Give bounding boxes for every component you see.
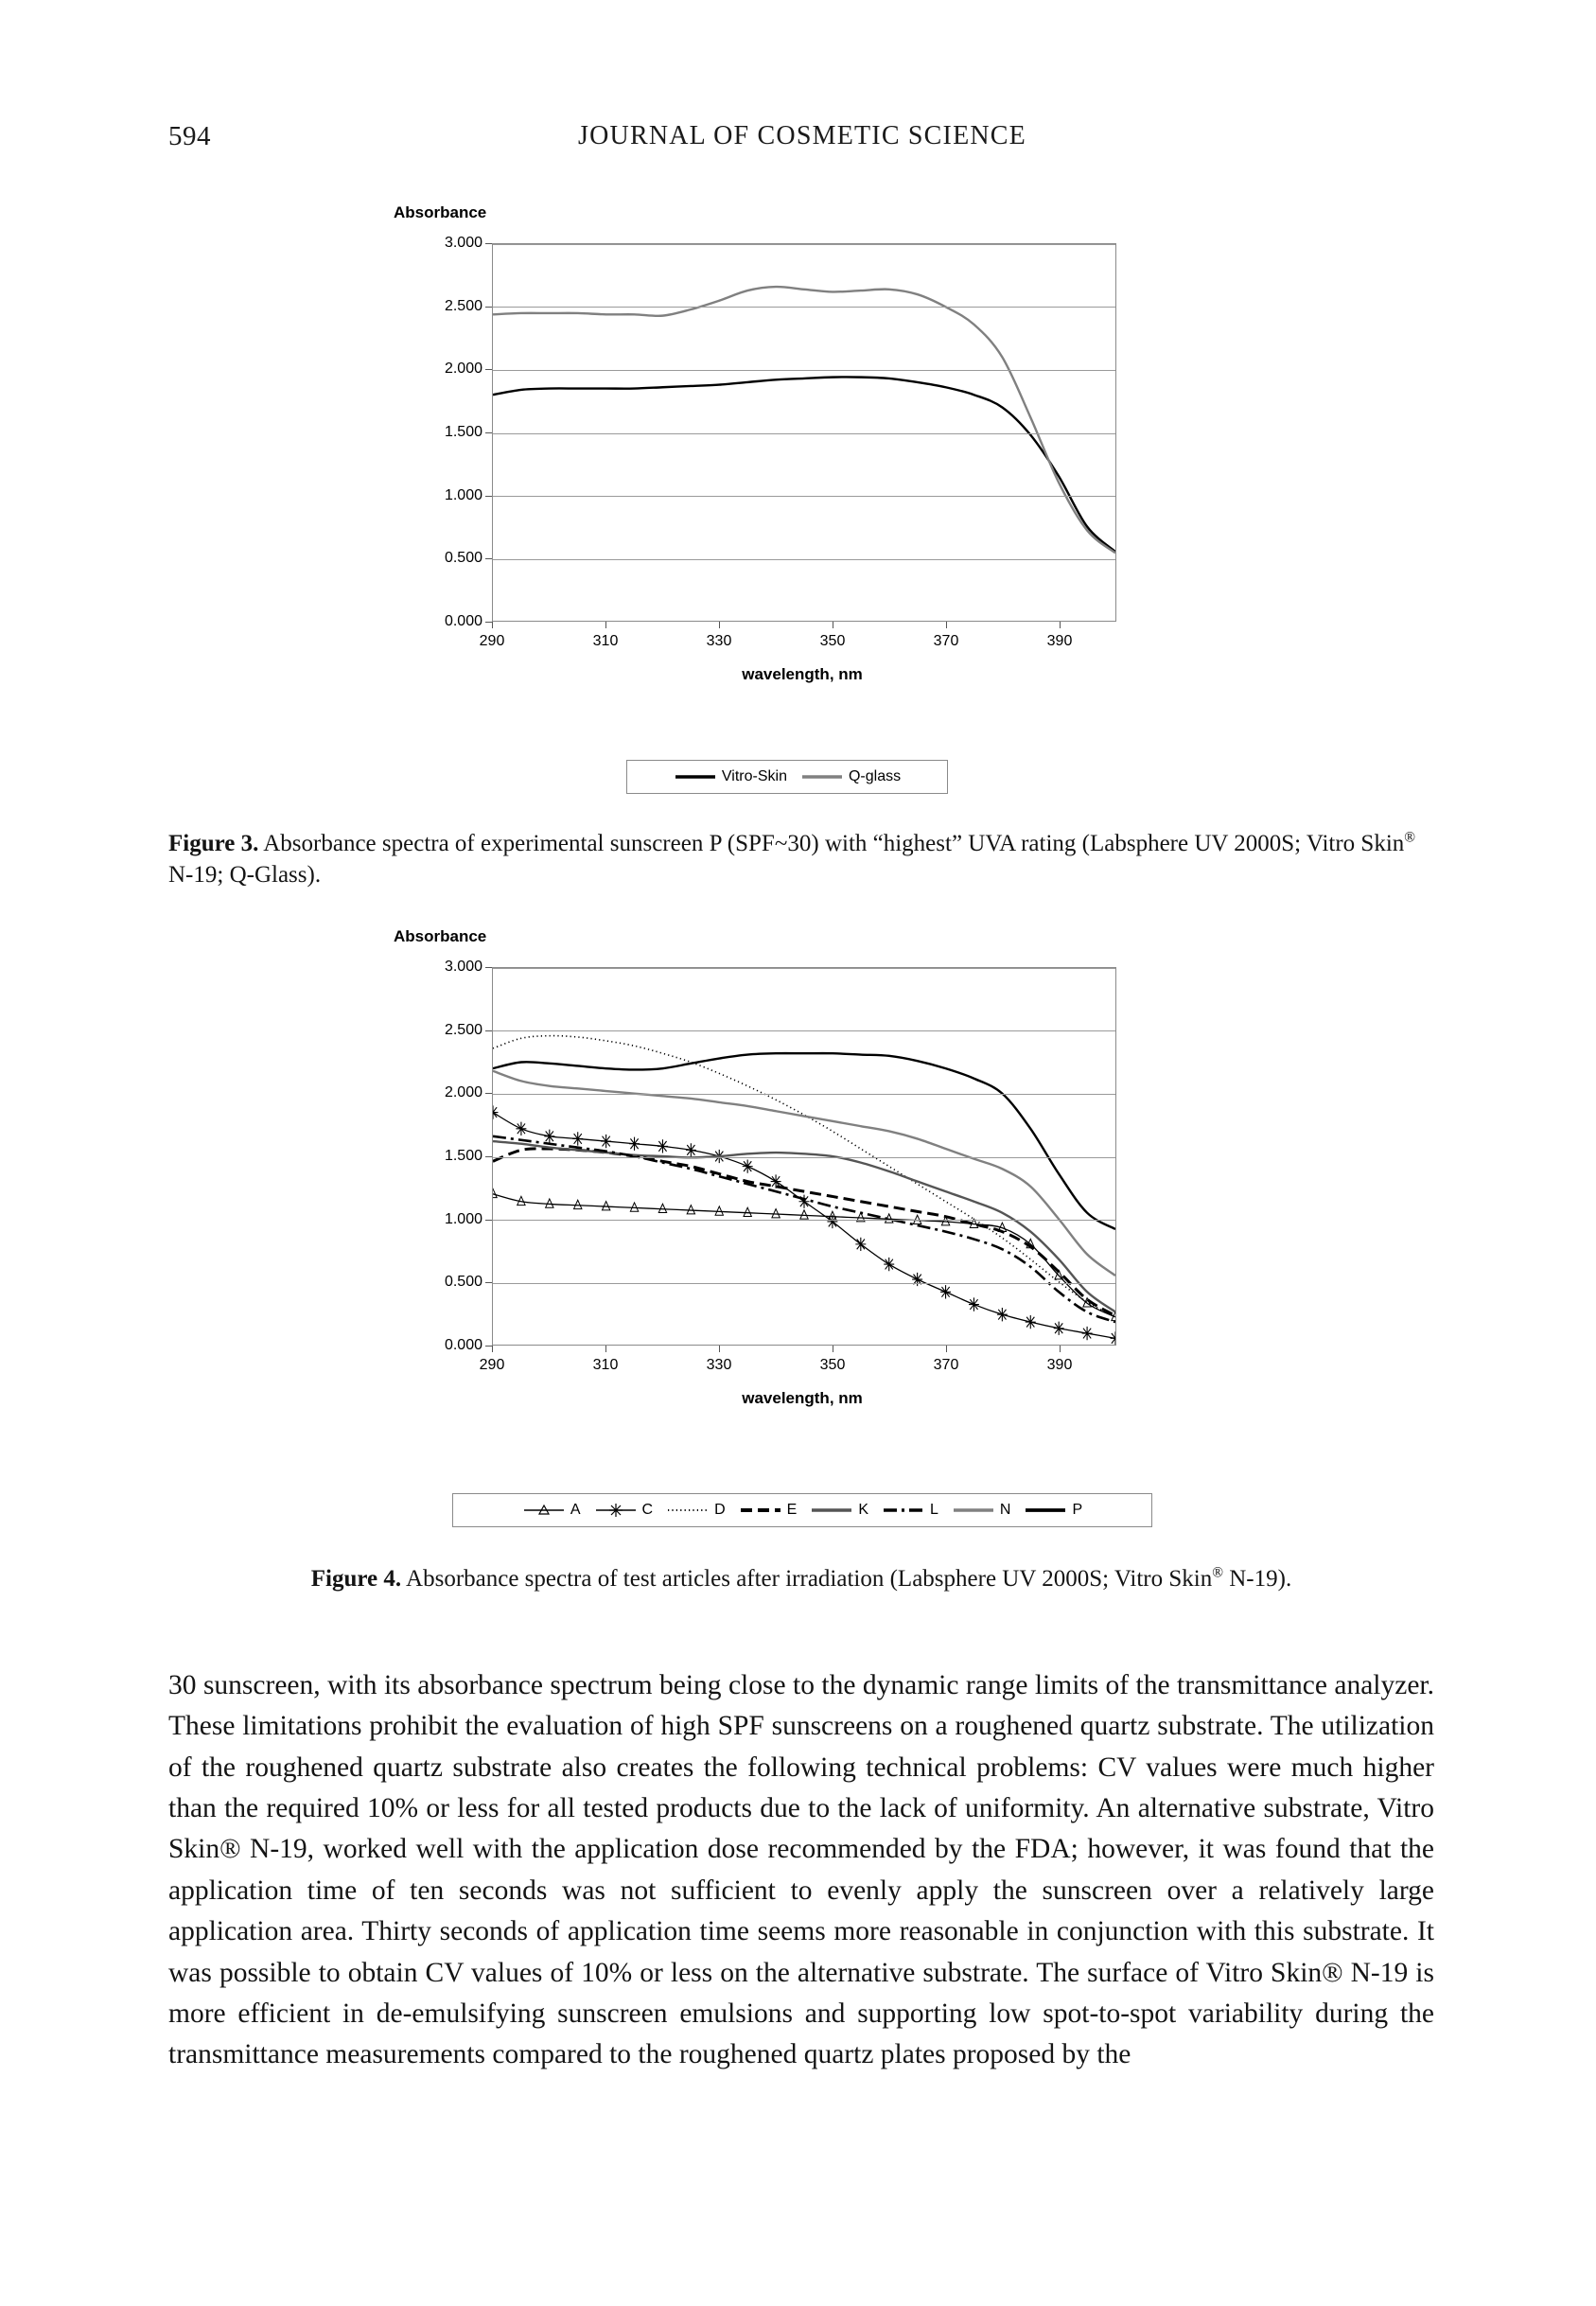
- figure-4: [168, 927, 1436, 1592]
- series-marker: [1111, 1331, 1115, 1345]
- y-axis-tick-label: 0.500: [444, 1274, 482, 1291]
- x-axis-tick-label: 370: [933, 1357, 959, 1373]
- series-marker: [855, 1238, 866, 1251]
- x-axis-tick-mark: [605, 622, 606, 628]
- series-marker: [1054, 1322, 1064, 1335]
- series-marker: [1026, 1315, 1036, 1329]
- legend-label: C: [641, 1502, 654, 1518]
- series-line: [493, 1141, 1115, 1311]
- series-marker: [1082, 1327, 1093, 1340]
- legend-label: D: [714, 1502, 726, 1518]
- x-axis-tick-mark: [719, 1346, 720, 1352]
- figure-4-x-axis-title: wavelength, nm: [742, 1389, 863, 1407]
- y-axis-tick-label: 2.000: [444, 361, 482, 378]
- series-marker: [601, 1135, 611, 1148]
- gridline: [493, 1157, 1115, 1158]
- x-axis-tick-label: 330: [706, 633, 732, 649]
- page-number: 594: [168, 121, 211, 151]
- series-marker: [772, 1209, 780, 1218]
- body-paragraph: 30 sunscreen, with its absorbance spectrum being close to the dynamic range limits of the transmittance analyzer. These limitations prohibit the evaluation of high SPF sunscreens on a roughened quartz substrate. The utilization of the roughened quartz substrate also creates the following technical problems: CV values were much higher than the required 10% or less for all tested products due to the lack of uniformity. An alternative substrate, Vitro Skin® N-19, worked well with the application dose recommended by the FDA; however, it was found that the application time of ten seconds was not sufficient to evenly apply the sunscreen over a relatively large application area. Thirty seconds of application time seems more reasonable in conjunction with this substrate. It was possible to obtain CV values of 10% or less on the alternative substrate. The surface of Vitro Skin® N-19 is more efficient in de-emulsifying sunscreen emulsions and supporting low spot-to-spot variability during the transmittance measurements compared to the roughened quartz plates proposed by the: [168, 1670, 1434, 2070]
- y-axis-tick-mark: [485, 1156, 492, 1157]
- legend-item: [1017, 1502, 1089, 1519]
- figure-3-caption-text: Absorbance spectra of experimental sunscreen P (SPF~30) with “highest” UVA rating (Labsphere UV 2000S; Vitro Skin: [263, 831, 1405, 856]
- x-axis-tick-mark: [719, 622, 720, 628]
- x-axis-tick-mark: [946, 1346, 947, 1352]
- series-marker: [572, 1132, 583, 1145]
- legend-swatch-icon: [882, 1503, 925, 1518]
- series-marker: [743, 1159, 753, 1172]
- x-axis-tick-mark: [605, 1346, 606, 1352]
- gridline: [493, 1283, 1115, 1284]
- legend-swatch-icon: [1024, 1503, 1067, 1518]
- x-axis-tick-label: 390: [1046, 633, 1073, 649]
- figure-4-y-axis-title: Absorbance: [394, 927, 487, 945]
- series-marker: [687, 1206, 694, 1214]
- y-axis-tick-label: 2.500: [444, 1021, 482, 1038]
- y-axis-tick-mark: [485, 558, 492, 559]
- y-axis-tick-label: 0.000: [444, 613, 482, 629]
- series-marker: [658, 1139, 668, 1153]
- legend-label: L: [930, 1502, 938, 1518]
- series-line: [493, 287, 1115, 553]
- body-text: [168, 1665, 1434, 2076]
- y-axis-tick-mark: [485, 1220, 492, 1221]
- legend-item: [516, 1502, 588, 1519]
- y-axis-tick-mark: [485, 1093, 492, 1094]
- registered-mark-icon: ®: [1404, 829, 1416, 846]
- legend-item: [803, 1502, 875, 1519]
- series-marker: [744, 1207, 751, 1216]
- legend-item: [732, 1502, 804, 1519]
- y-axis-tick-mark: [485, 1030, 492, 1031]
- legend-item: [794, 768, 907, 785]
- series-marker: [884, 1258, 894, 1271]
- figure-3-legend: [626, 760, 948, 794]
- legend-swatch-icon: [522, 1503, 566, 1518]
- x-axis-tick-mark: [492, 1346, 493, 1352]
- y-axis-tick-label: 0.000: [444, 1337, 482, 1353]
- series-line: [493, 1149, 1115, 1316]
- series-marker: [997, 1308, 1008, 1321]
- legend-swatch-icon: [810, 1503, 853, 1518]
- series-marker: [715, 1206, 723, 1215]
- figure-3-chart: [386, 203, 1219, 733]
- series-marker: [493, 1188, 497, 1197]
- series-marker: [516, 1122, 526, 1135]
- figure-3-y-axis-title: Absorbance: [394, 203, 487, 221]
- x-axis-tick-label: 330: [706, 1357, 732, 1373]
- journal-title: JOURNAL OF COSMETIC SCIENCE: [578, 121, 1026, 150]
- y-axis-tick-mark: [485, 432, 492, 433]
- figure-4-legend: [452, 1493, 1152, 1527]
- x-axis-tick-label: 370: [933, 633, 959, 649]
- x-axis-tick-label: 350: [819, 1357, 846, 1373]
- x-axis-tick-label: 290: [479, 1357, 505, 1373]
- series-marker: [827, 1215, 837, 1228]
- figure-4-caption-text: Absorbance spectra of test articles after irradiation (Labsphere UV 2000S; Vitro Skin: [406, 1566, 1213, 1592]
- legend-label: A: [570, 1502, 581, 1518]
- y-axis-tick-mark: [485, 622, 492, 623]
- series-marker: [493, 1105, 498, 1118]
- figure-3-caption-text-2: N-19; Q-Glass).: [168, 862, 322, 889]
- series-marker: [969, 1297, 979, 1311]
- running-head: [168, 121, 1436, 159]
- legend-label: P: [1072, 1502, 1083, 1518]
- y-axis-tick-mark: [485, 1346, 492, 1347]
- gridline: [493, 496, 1115, 497]
- figure-4-chart: [386, 927, 1219, 1467]
- gridline: [493, 433, 1115, 434]
- registered-mark-icon-2: ®: [1212, 1564, 1223, 1581]
- legend-label: K: [858, 1502, 868, 1518]
- legend-label: E: [786, 1502, 798, 1518]
- figure-3: [168, 203, 1436, 889]
- series-marker: [602, 1202, 609, 1210]
- series-marker: [574, 1200, 582, 1208]
- gridline: [493, 1094, 1115, 1095]
- gridline: [493, 244, 1115, 245]
- series-line: [493, 377, 1115, 552]
- legend-label: Q-glass: [848, 768, 902, 784]
- x-axis-tick-label: 350: [819, 633, 846, 649]
- series-marker: [912, 1273, 922, 1286]
- series-marker: [658, 1204, 666, 1212]
- gridline: [493, 968, 1115, 969]
- legend-swatch-icon: [800, 769, 844, 784]
- series-line: [493, 1194, 1115, 1317]
- gridline: [493, 1030, 1115, 1031]
- figure-3-plot-area: [492, 243, 1116, 622]
- x-axis-tick-mark: [492, 622, 493, 628]
- series-marker: [630, 1203, 638, 1211]
- figure-4-caption-text-2: N-19).: [1223, 1566, 1292, 1592]
- legend-item: [667, 768, 794, 785]
- y-axis-tick-label: 2.000: [444, 1084, 482, 1101]
- y-axis-tick-label: 1.000: [444, 1210, 482, 1227]
- x-axis-tick-mark: [946, 622, 947, 628]
- x-axis-tick-label: 310: [592, 633, 619, 649]
- x-axis-tick-mark: [1060, 1346, 1061, 1352]
- y-axis-tick-mark: [485, 307, 492, 308]
- figure-3-x-axis-title: wavelength, nm: [742, 665, 863, 683]
- figure-3-caption: [168, 828, 1434, 891]
- figure-4-caption: [168, 1563, 1434, 1594]
- y-axis-tick-label: 2.500: [444, 297, 482, 314]
- legend-item: [588, 1502, 660, 1519]
- x-axis-tick-label: 390: [1046, 1357, 1073, 1373]
- legend-item: [875, 1502, 945, 1519]
- series-marker: [544, 1130, 554, 1143]
- legend-swatch-icon: [594, 1503, 638, 1518]
- y-axis-tick-label: 1.500: [444, 424, 482, 440]
- series-line: [493, 1036, 1115, 1317]
- legend-swatch-icon: [666, 1503, 710, 1518]
- y-axis-tick-label: 1.500: [444, 1148, 482, 1164]
- legend-swatch-icon: [952, 1503, 995, 1518]
- gridline: [493, 307, 1115, 308]
- gridline: [493, 1220, 1115, 1221]
- legend-swatch-icon: [674, 769, 717, 784]
- series-marker: [629, 1137, 640, 1151]
- y-axis-tick-label: 1.000: [444, 486, 482, 503]
- gridline: [493, 370, 1115, 371]
- y-axis-tick-mark: [485, 243, 492, 244]
- x-axis-tick-label: 290: [479, 633, 505, 649]
- series-marker: [800, 1210, 808, 1219]
- figure-3-caption-label: Figure 3.: [168, 831, 259, 856]
- gridline: [493, 559, 1115, 560]
- legend-label: Vitro-Skin: [721, 768, 787, 784]
- figure-4-plot-area: [492, 967, 1116, 1346]
- y-axis-tick-mark: [485, 967, 492, 968]
- y-axis-tick-label: 3.000: [444, 235, 482, 251]
- figure-4-caption-label: Figure 4.: [310, 1566, 402, 1592]
- legend-item: [945, 1502, 1018, 1519]
- y-axis-tick-mark: [485, 1282, 492, 1283]
- legend-swatch-icon: [739, 1503, 782, 1518]
- legend-label: N: [999, 1502, 1011, 1518]
- series-line: [493, 1136, 1115, 1322]
- x-axis-tick-label: 310: [592, 1357, 619, 1373]
- y-axis-tick-mark: [485, 496, 492, 497]
- series-line: [493, 1071, 1115, 1276]
- y-axis-tick-mark: [485, 369, 492, 370]
- x-axis-tick-mark: [1060, 622, 1061, 628]
- legend-item: [659, 1502, 732, 1519]
- series-marker: [686, 1143, 696, 1156]
- y-axis-tick-label: 3.000: [444, 959, 482, 975]
- y-axis-tick-label: 0.500: [444, 550, 482, 567]
- series-marker: [940, 1285, 951, 1298]
